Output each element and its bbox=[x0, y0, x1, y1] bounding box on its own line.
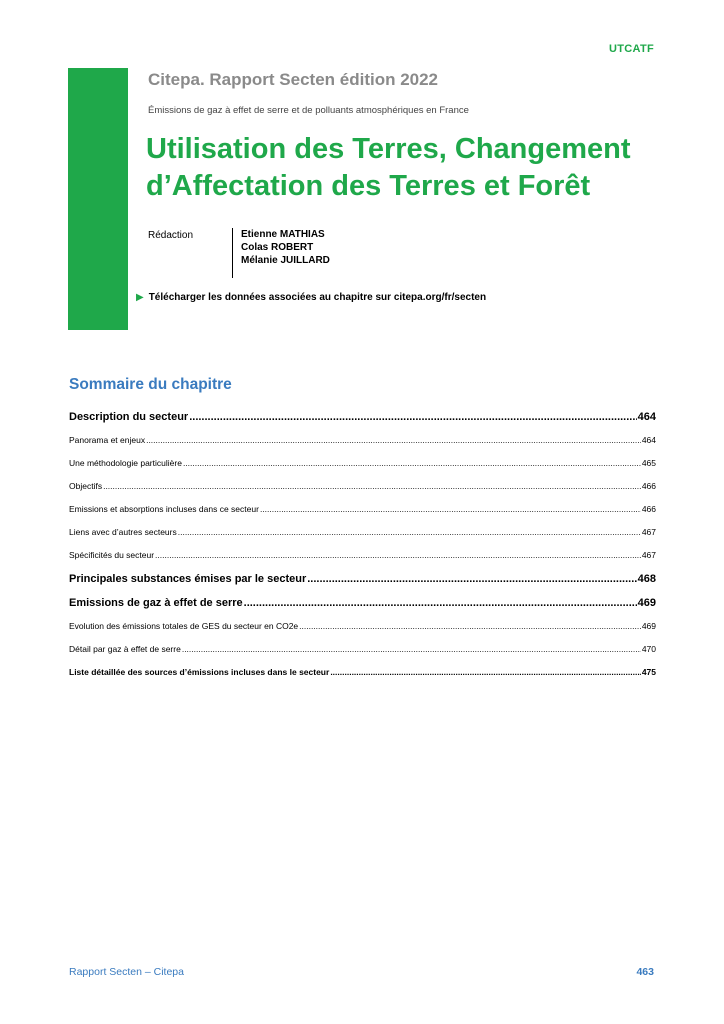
toc-entry[interactable] bbox=[69, 452, 656, 475]
toc-entry[interactable] bbox=[69, 429, 656, 452]
download-data-link[interactable] bbox=[136, 292, 486, 303]
toc-dot-leader bbox=[260, 498, 641, 521]
toc-dot-leader bbox=[182, 638, 641, 661]
toc-entry-page: 465 bbox=[641, 458, 656, 468]
toc-entry[interactable] bbox=[69, 498, 656, 521]
footer-report-name: Rapport Secten – Citepa bbox=[69, 966, 184, 978]
toc-dot-leader bbox=[103, 475, 641, 498]
authors-list bbox=[232, 228, 330, 278]
toc-entry-page: 466 bbox=[641, 504, 656, 514]
toc-entry[interactable] bbox=[69, 661, 656, 684]
toc-entry[interactable] bbox=[69, 405, 656, 429]
toc-entry-page: 467 bbox=[641, 527, 656, 537]
chapter-title bbox=[146, 131, 686, 205]
chapter-title-line-1: Utilisation des Terres, Changement bbox=[146, 133, 631, 165]
toc-dot-leader bbox=[244, 591, 637, 615]
report-subtitle: Émissions de gaz à effet de serre et de polluants atmosphériques en France bbox=[148, 105, 469, 116]
toc-entry-label: Principales substances émises par le secteur bbox=[69, 573, 307, 585]
toc-entry-page: 467 bbox=[641, 550, 656, 560]
author-name: Mélanie JUILLARD bbox=[241, 255, 330, 266]
toc-entry-page: 464 bbox=[641, 435, 656, 445]
toc-entry-page: 469 bbox=[641, 621, 656, 631]
redaction-label: Rédaction bbox=[148, 230, 194, 241]
toc-entry-label: Objectifs bbox=[69, 481, 103, 491]
toc-entry-label: Evolution des émissions totales de GES du secteur en CO2e bbox=[69, 621, 299, 631]
play-arrow-icon: ▶ bbox=[136, 292, 144, 303]
toc-entry-label: Spécificités du secteur bbox=[69, 550, 155, 560]
toc-entry[interactable] bbox=[69, 591, 656, 615]
toc-dot-leader bbox=[299, 615, 641, 638]
toc-dot-leader bbox=[155, 544, 641, 567]
toc-entry[interactable] bbox=[69, 544, 656, 567]
chapter-title-line-2: d’Affectation des Terres et Forêt bbox=[146, 170, 591, 202]
toc-entry-page: 469 bbox=[637, 597, 656, 609]
report-title: Citepa. Rapport Secten édition 2022 bbox=[148, 70, 439, 89]
toc-dot-leader bbox=[146, 429, 641, 452]
toc-heading: Sommaire du chapitre bbox=[69, 376, 232, 393]
toc-entry[interactable] bbox=[69, 615, 656, 638]
toc-dot-leader bbox=[189, 405, 636, 429]
toc-entry[interactable] bbox=[69, 567, 656, 591]
green-accent-bar bbox=[68, 68, 128, 330]
toc-entry-label: Liste détaillée des sources d’émissions incluses dans le secteur bbox=[69, 667, 330, 677]
table-of-contents bbox=[69, 405, 656, 684]
section-tag: UTCATF bbox=[609, 43, 654, 55]
toc-entry-page: 470 bbox=[641, 644, 656, 654]
toc-entry-label: Emissions et absorptions incluses dans ce secteur bbox=[69, 504, 259, 514]
toc-entry-page: 464 bbox=[637, 411, 656, 423]
footer-page-number: 463 bbox=[636, 966, 654, 978]
toc-entry[interactable] bbox=[69, 521, 656, 544]
author-name: Colas ROBERT bbox=[241, 242, 314, 253]
toc-entry-label: Une méthodologie particulière bbox=[69, 458, 182, 468]
toc-entry-label: Description du secteur bbox=[69, 411, 189, 423]
toc-entry-page: 468 bbox=[637, 573, 656, 585]
download-data-text: Télécharger les données associées au chapitre sur citepa.org/fr/secten bbox=[148, 292, 487, 303]
author-name: Etienne MATHIAS bbox=[241, 229, 325, 240]
toc-dot-leader bbox=[307, 567, 636, 591]
toc-dot-leader bbox=[183, 452, 641, 475]
toc-entry-page: 466 bbox=[641, 481, 656, 491]
toc-entry-label: Panorama et enjeux bbox=[69, 435, 146, 445]
toc-entry-label: Détail par gaz à effet de serre bbox=[69, 644, 181, 654]
toc-entry-label: Liens avec d’autres secteurs bbox=[69, 527, 177, 537]
toc-entry[interactable] bbox=[69, 475, 656, 498]
toc-entry[interactable] bbox=[69, 638, 656, 661]
toc-dot-leader bbox=[330, 661, 641, 684]
toc-entry-label: Emissions de gaz à effet de serre bbox=[69, 597, 243, 609]
toc-entry-page: 475 bbox=[641, 667, 656, 677]
toc-dot-leader bbox=[178, 521, 641, 544]
